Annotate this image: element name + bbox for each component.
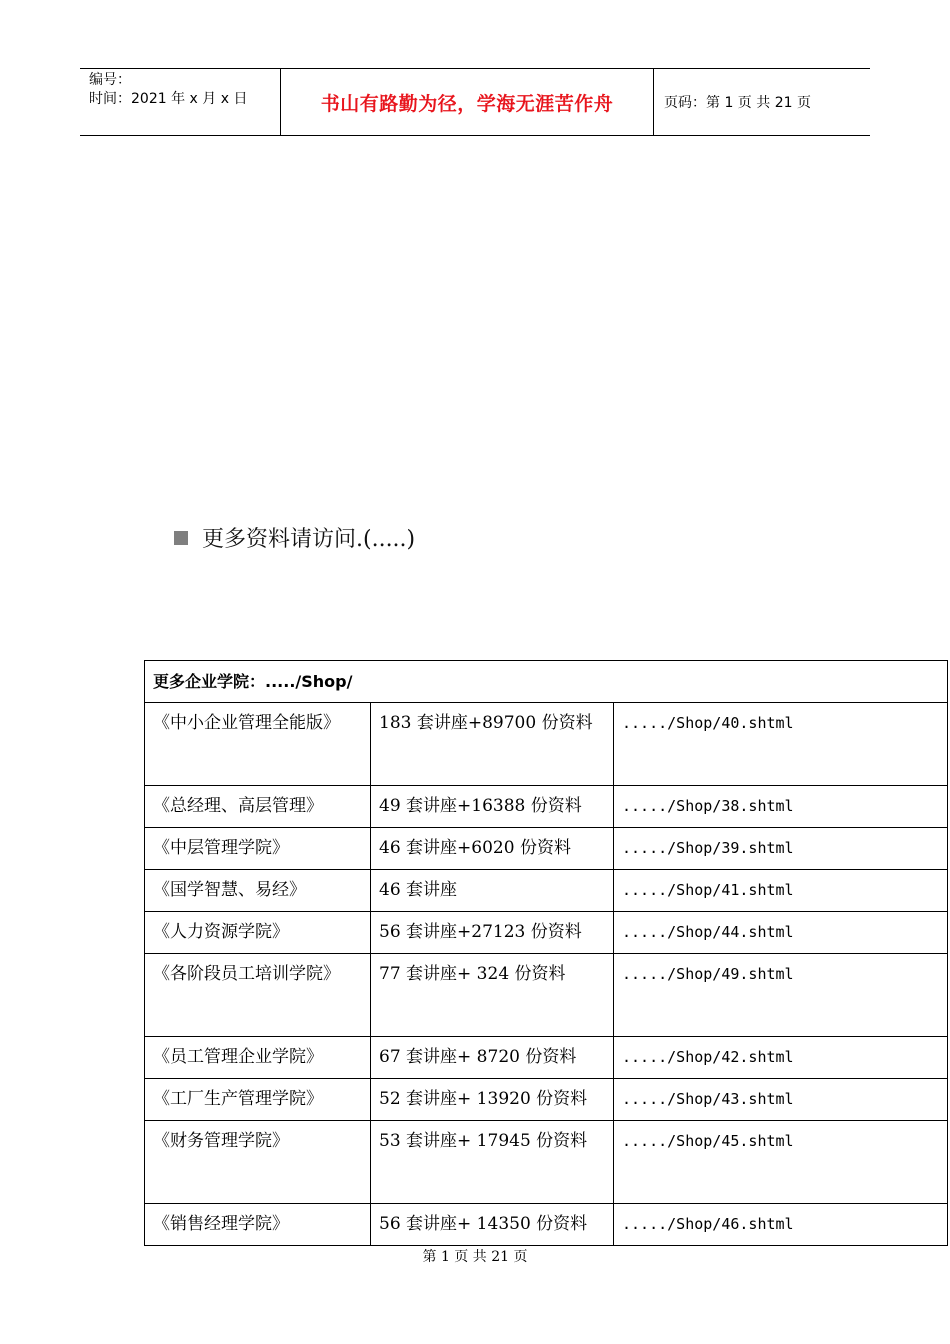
course-link[interactable]: ...../Shop/45.shtml — [614, 1121, 948, 1204]
table-row — [145, 1204, 948, 1246]
course-count: 56 套讲座+ 14350 份资料 — [371, 1204, 614, 1246]
course-link[interactable]: ...../Shop/40.shtml — [614, 703, 948, 786]
course-count: 67 套讲座+ 8720 份资料 — [371, 1037, 614, 1079]
course-name: 《销售经理学院》 — [145, 1204, 371, 1246]
header-motto: 书山有路勤为径，学海无涯苦作舟 — [281, 69, 654, 135]
course-link[interactable]: ...../Shop/49.shtml — [614, 954, 948, 1037]
doc-time-label: 时间：2021 年 x 月 x 日 — [89, 91, 248, 107]
table-row — [145, 870, 948, 912]
course-name: 《各阶段员工培训学院》 — [145, 954, 371, 1037]
course-name: 《中小企业管理全能版》 — [145, 703, 371, 786]
table-row — [145, 1037, 948, 1079]
course-link[interactable]: ...../Shop/38.shtml — [614, 786, 948, 828]
table-title: 更多企业学院：...../Shop/ — [145, 661, 948, 703]
doc-number-label: 编号： — [89, 72, 131, 88]
more-info-text: 更多资料请访问.(.....) — [202, 527, 416, 552]
academy-table — [144, 660, 948, 1246]
table-row — [145, 912, 948, 954]
course-count: 46 套讲座 — [371, 870, 614, 912]
course-count: 52 套讲座+ 13920 份资料 — [371, 1079, 614, 1121]
header-page-info: 页码：第 1 页 共 21 页 — [664, 95, 811, 111]
course-link[interactable]: ...../Shop/39.shtml — [614, 828, 948, 870]
table-row — [145, 1079, 948, 1121]
course-name: 《员工管理企业学院》 — [145, 1037, 371, 1079]
course-link[interactable]: ...../Shop/46.shtml — [614, 1204, 948, 1246]
table-row — [145, 703, 948, 786]
page-footer: 第 1 页 共 21 页 — [422, 1249, 528, 1265]
more-info-bullet — [174, 522, 415, 553]
course-count: 46 套讲座+6020 份资料 — [371, 828, 614, 870]
table-row — [145, 1121, 948, 1204]
course-link[interactable]: ...../Shop/41.shtml — [614, 870, 948, 912]
course-name: 《财务管理学院》 — [145, 1121, 371, 1204]
course-name: 《国学智慧、易经》 — [145, 870, 371, 912]
course-count: 77 套讲座+ 324 份资料 — [371, 954, 614, 1037]
course-count: 49 套讲座+16388 份资料 — [371, 786, 614, 828]
course-name: 《人力资源学院》 — [145, 912, 371, 954]
table-row — [145, 828, 948, 870]
course-link[interactable]: ...../Shop/44.shtml — [614, 912, 948, 954]
page-header — [80, 68, 870, 136]
header-meta — [80, 69, 281, 135]
square-bullet-icon — [174, 531, 188, 545]
table-row — [145, 786, 948, 828]
course-link[interactable]: ...../Shop/43.shtml — [614, 1079, 948, 1121]
course-count: 53 套讲座+ 17945 份资料 — [371, 1121, 614, 1204]
course-name: 《工厂生产管理学院》 — [145, 1079, 371, 1121]
course-count: 56 套讲座+27123 份资料 — [371, 912, 614, 954]
course-name: 《中层管理学院》 — [145, 828, 371, 870]
table-row — [145, 954, 948, 1037]
course-link[interactable]: ...../Shop/42.shtml — [614, 1037, 948, 1079]
course-count: 183 套讲座+89700 份资料 — [371, 703, 614, 786]
course-name: 《总经理、高层管理》 — [145, 786, 371, 828]
